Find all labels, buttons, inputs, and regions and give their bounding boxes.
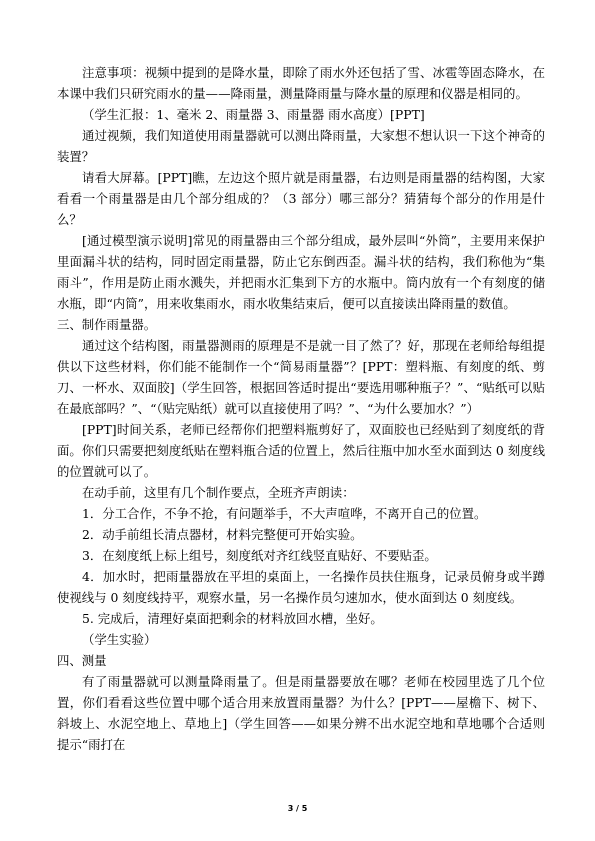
list-item-5: 5. 完成后，清理好桌面把剩余的材料放回水槽，坐好。 bbox=[82, 611, 383, 626]
paragraph-student-report: （学生汇报：1、毫米 2、雨量器 3、雨量器 雨水高度）[PPT] bbox=[82, 107, 425, 122]
document-body bbox=[57, 62, 545, 755]
list-item-3: 3．在刻度纸上标上组号，刻度纸对齐红线竖直贴好、不要贴歪。 bbox=[82, 548, 437, 563]
paragraph-screen: 请看大屏幕。[PPT]瞧，左边这个照片就是雨量器，右边则是雨量器的结构图，大家看看一个雨量器是由几个部分组成的？（3 部分）哪三部分？猜猜每个部分的作用是什么？ bbox=[57, 170, 545, 227]
list-item-2: 2．动手前组长清点器材，材料完整便可开始实验。 bbox=[82, 527, 363, 542]
paragraph-video: 通过视频，我们知道使用雨量器就可以测出降雨量，大家想不想认识一下这个神奇的装置？ bbox=[57, 128, 545, 164]
section-heading-make: 三、制作雨量器。 bbox=[57, 317, 157, 332]
paragraph-experiment: （学生实验） bbox=[82, 632, 157, 647]
paragraph-note: 注意事项：视频中提到的是降水量，即除了雨水外还包括了雪、冰雹等固态降水，在本课中我们只研究雨水的量——降雨量，测量降雨量与降水量的原理和仪器是相同的。 bbox=[57, 65, 545, 101]
list-item-1: 1．分工合作，不争不抢，有问题举手，不大声喧哗，不离开自己的位置。 bbox=[82, 506, 487, 521]
page-number: 3 / 5 bbox=[287, 804, 308, 813]
section-heading-measure: 四、测量 bbox=[57, 653, 107, 668]
paragraph-model: [通过模型演示说明]常见的雨量器由三个部分组成，最外层叫“外筒”，主要用来保护里面漏斗状的结构，同时固定雨量器，防止它东倒西歪。漏斗状的结构，我们称他为“集雨斗”，作用是防止雨水溅失，并把雨水汇集到下方的水瓶中。筒内放有一个有刻度的储水瓶，即“内筒”，用来收集雨水，雨水收集结束后，便可以直接读出降雨量的数值。 bbox=[57, 233, 545, 311]
paragraph-time: [PPT]时间关系，老师已经帮你们把塑料瓶剪好了，双面胶也已经贴到了刻度纸的背面。你们只需要把刻度纸贴在塑料瓶合适的位置上，然后往瓶中加水至水面到达 0 刻度线的位置就可以了。 bbox=[57, 422, 545, 479]
paragraph-structure: 通过这个结构图，雨量器测雨的原理是不是就一目了然了？好，那现在老师给每组提供以下这些材料，你们能不能制作一个“简易雨量器”？[PPT：塑料瓶、有刻度的纸、剪刀、一杯水、双面胶]（学生回答，根据回答适时提出“要选用哪种瓶子？”、“贴纸可以贴在最底部吗？”、“（贴完贴纸）就可以直接使用了吗？”、“为什么要加水？”） bbox=[57, 338, 545, 416]
paragraph-read-aloud: 在动手前，这里有几个制作要点，全班齐声朗读： bbox=[82, 485, 355, 500]
list-item-4: 4．加水时，把雨量器放在平坦的桌面上，一名操作员扶住瓶身，记录员俯身或半蹲使视线与 0 刻度线持平，观察水量，另一名操作员匀速加水，使水面到达 0 刻度线。 bbox=[57, 569, 545, 605]
paragraph-placement: 有了雨量器就可以测量降雨量了。但是雨量器要放在哪？老师在校园里选了几个位置，你们看看这些位置中哪个适合用来放置雨量器？为什么？[PPT——屋檐下、树下、斜坡上、水泥空地上、草地上]（学生回答——如果分辨不出水泥空地和草地哪个合适则提示“雨打在 bbox=[57, 674, 545, 752]
